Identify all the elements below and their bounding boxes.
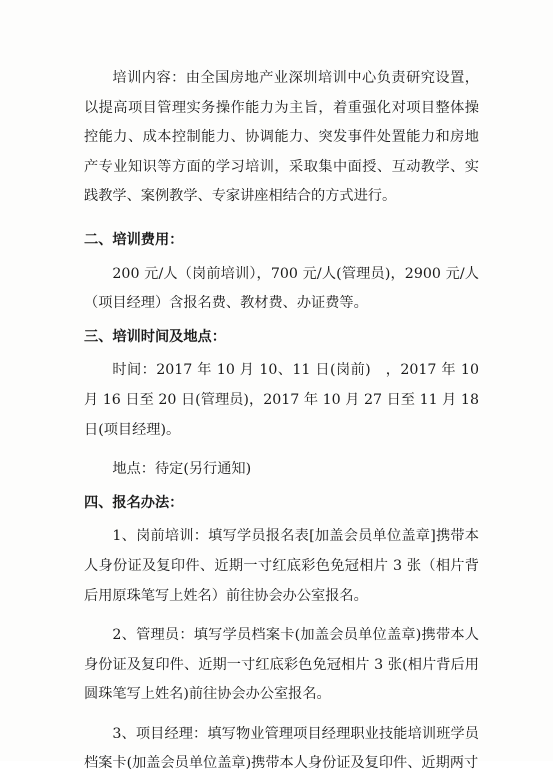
signup-item-1: 1、岗前培训：填写学员报名表[加盖会员单位盖章]携带本人身份证及复印件、近期一寸红底彩色免冠相片 3 张（相片背后用原珠笔写上姓名）前往协会办公室报名。 (84, 528, 479, 604)
signup-heading: 四、报名办法： (84, 494, 184, 511)
fee-paragraph: 200 元/人（岗前培训），700 元/人(管理员)，2900 元/人（项目经理）含报名费、教材费、办证费等。 (84, 265, 479, 312)
fee-heading: 二、培训费用： (84, 231, 184, 248)
training-content-paragraph: 培训内容：由全国房地产业深圳培训中心负责研究设置，以提高项目管理实务操作能力为主旨，着重强化对项目整体操控能力、成本控制能力、协调能力、突发事件处置能力和房地产专业知识等方面的学习培训，采取集中面授、互动教学、实践教学、案例教学、专家讲座相结合的方式进行。 (84, 70, 479, 205)
time-place-heading: 三、培训时间及地点： (84, 328, 226, 345)
place-paragraph: 地点：待定(另行通知) (112, 461, 252, 478)
signup-item-2: 2、管理员：填写学员档案卡(加盖会员单位盖章)携带本人身份证及复印件、近期一寸红底彩色免冠相片 3 张(相片背后用圆珠笔写上姓名)前往协会办公室报名。 (84, 627, 479, 703)
signup-item-3: 3、项目经理：填写物业管理项目经理职业技能培训班学员档案卡(加盖会员单位盖章)携带本人身份证及复印件、近期两寸 (84, 725, 479, 772)
time-paragraph: 时间：2017 年 10 月 10、11 日(岗前) ，2017 年 10 月 16 日至 20 日(管理员)，2017 年 10 月 27 日至 11 月 18 日(项目经理)。 (84, 362, 479, 438)
document-body (84, 64, 479, 779)
